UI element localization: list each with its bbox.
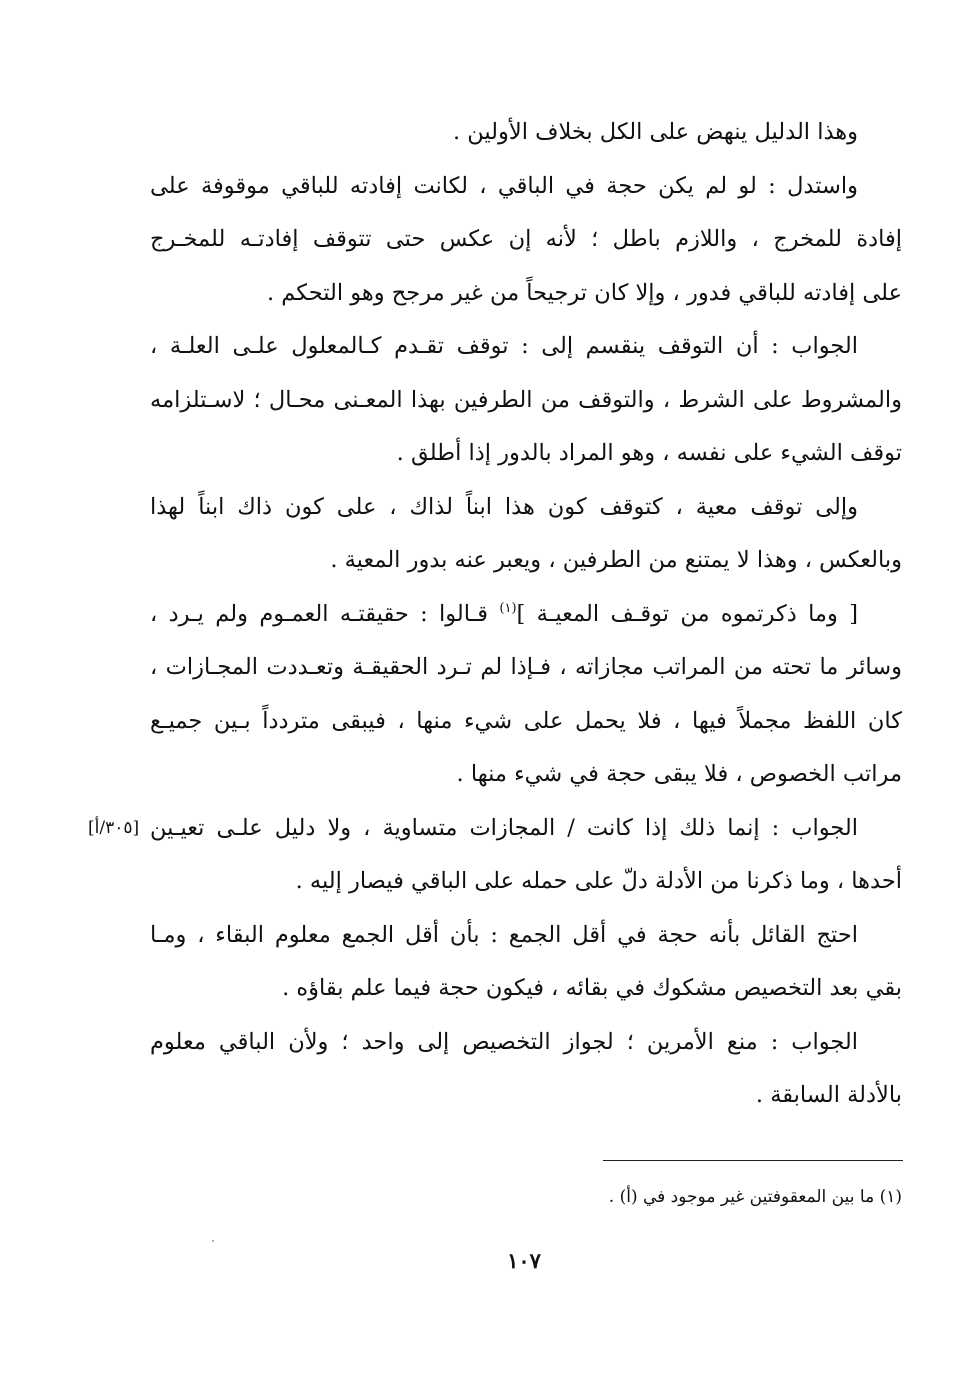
text-line-11: وسائر ما تحته من المراتب مجازاته ، فـإذا لم تـرد الحقيقـة وتعـددت المجـازات ، <box>150 654 902 680</box>
text-line-2: واستدل : لو لم يكن حجة في الباقي ، لكانت إفادته للباقي موقوفة على <box>150 172 858 199</box>
text-line-5: الجواب : أن التوقف ينقسم إلى : توقف تقـدم كـالمعلول علـى العلـة ، <box>150 333 858 359</box>
page-number: ١٠٧ <box>507 1248 541 1273</box>
text-line-13: مراتب الخصوص ، فلا يبقى حجة في شيء منها . <box>456 761 902 787</box>
text-line-7: توقف الشيء على نفسه ، وهو المراد بالدور إذا أطلق . <box>396 440 902 466</box>
text-line-1: وهذا الدليل ينهض على الكل بخلاف الأولين . <box>452 119 858 145</box>
bracketed-phrase: [ وما ذكرتموه من توقـف المعيـة ] <box>516 600 859 627</box>
text-line-10 <box>150 588 902 642</box>
text-line-16: احتج القائل بأنه حجة في أقل الجمع : بأن أقل الجمع معلوم البقاء ، ومـا <box>150 921 858 948</box>
text-line-8: وإلى توقف معية ، كتوقف كون هذا ابناً لذاك ، على كون ذاك ابناً لهذا <box>150 493 858 520</box>
text-line-17: بقي بعد التخصيص مشكوك في بقائه ، فيكون حجة فيما علم بقاؤه . <box>282 975 902 1001</box>
footnote-marker: (١) <box>499 600 517 616</box>
scan-speck <box>212 1240 214 1242</box>
text-line-15: أحدها ، وما ذكرنا من الأدلة دلّ على حمله على الباقي فيصار إليه . <box>295 868 902 894</box>
footnote-separator <box>603 1160 903 1161</box>
text-line-18: الجواب : منع الأمرين ؛ لجواز التخصيص إلى واحد ؛ ولأن الباقي معلوم <box>150 1028 858 1055</box>
text-line-12: كان اللفظ مجملاً فيها ، فلا يحمل على شيء منها ، فيبقى متردداً بـين جميـع <box>150 707 902 734</box>
text-line-19: بالأدلة السابقة . <box>755 1082 902 1108</box>
footnote: (١) ما بين المعقوفتين غير موجود في (أ) . <box>608 1187 902 1207</box>
text-line-14 <box>88 802 902 856</box>
margin-folio-reference: [٣٠٥/أ] <box>88 817 140 838</box>
text-line-6: والمشروط على الشرط ، والتوقف من الطرفين بهذا المعـنى محـال ؛ لاسـتلزامه <box>150 386 902 413</box>
main-text-block <box>88 106 902 1123</box>
text-line-4: على إفادته للباقي فدور ، وإلا كان ترجيحاً من غير مرجح وهو التحكم . <box>267 279 902 306</box>
text-line-3: إفادة للمخرج ، واللازم باطل ؛ لأنه إن عكس حتى تتوقف إفادتـه للمخـرج <box>150 226 902 252</box>
text-line-10-rest: قـالوا : حقيقتـه العمـوم ولم يـرد ، <box>150 600 488 627</box>
text-line-9: وبالعكس ، وهذا لا يمتنع من الطرفين ، ويعبر عنه بدور المعية . <box>330 547 902 573</box>
text-line-14-content: الجواب : إنما ذلك إذا كانت / المجازات متساوية ، ولا دليل علـى تعيـين <box>150 814 858 841</box>
